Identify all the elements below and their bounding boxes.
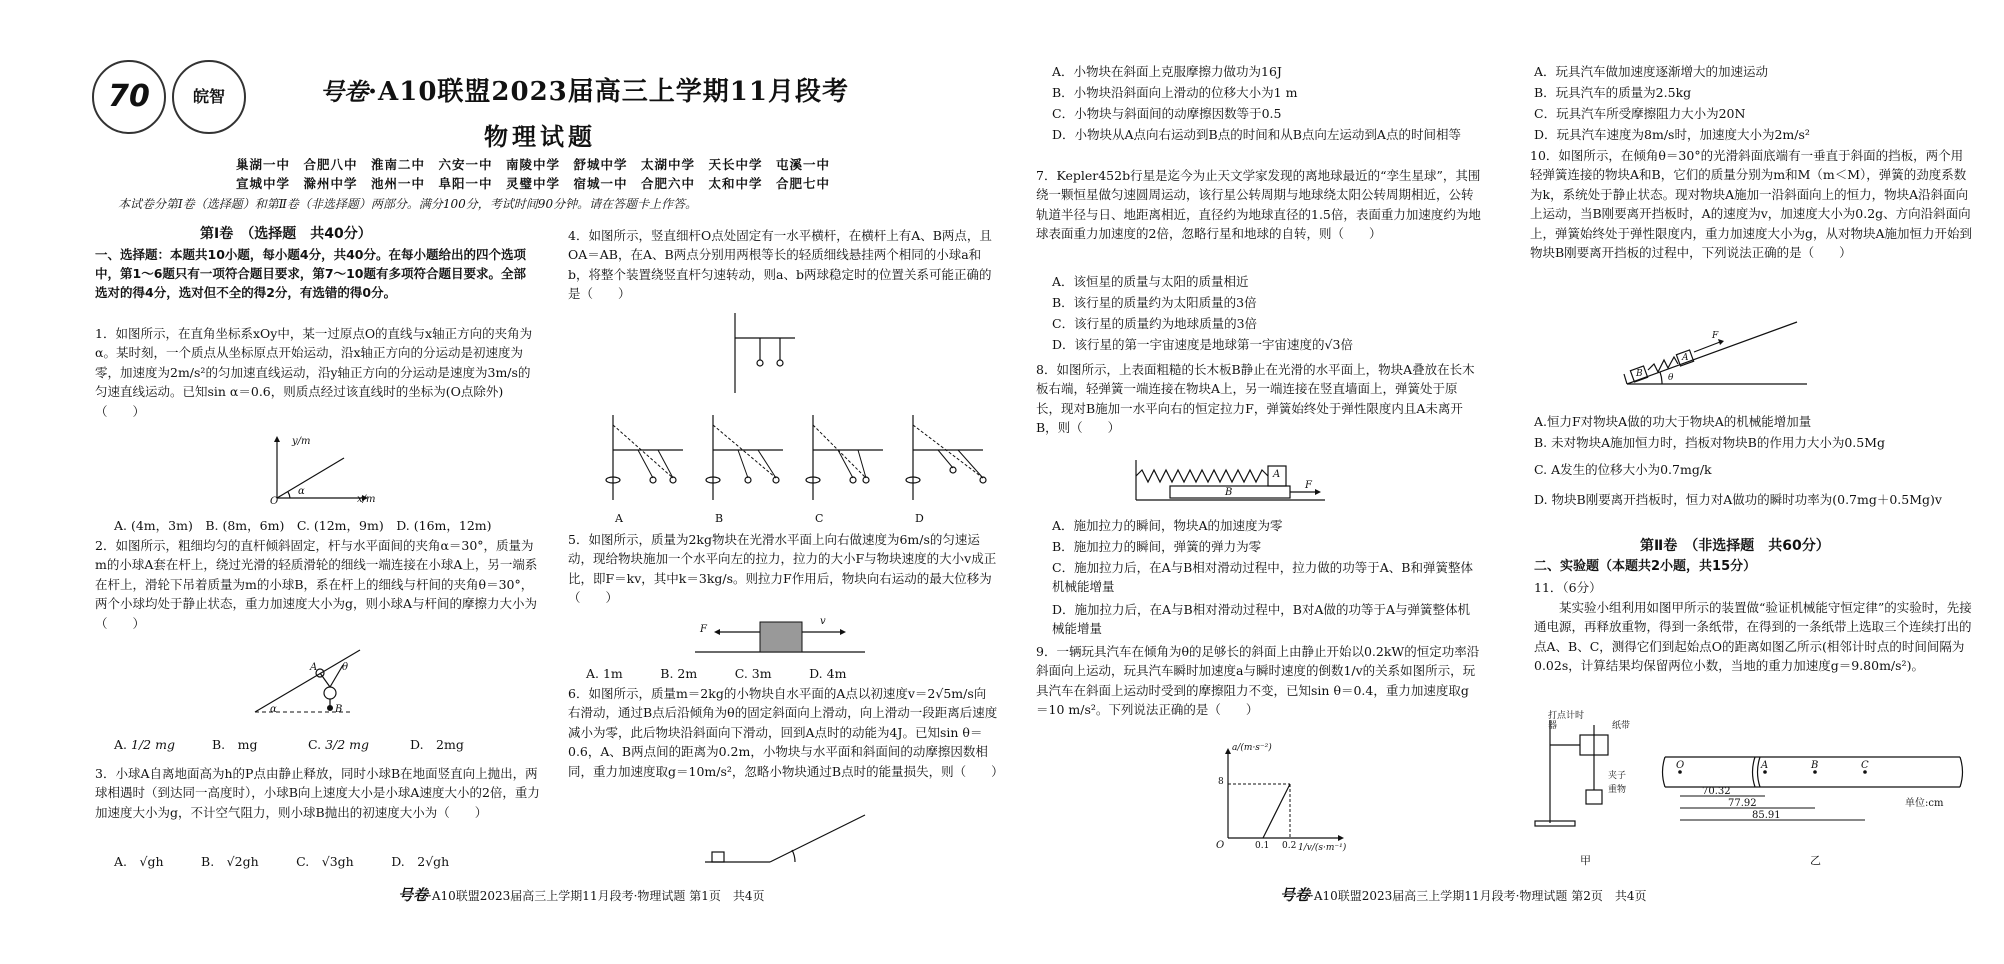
q5-velocity-label: v xyxy=(820,616,826,627)
q11-distance-ob: 77.92 xyxy=(1728,798,1757,809)
q6-option-d: D．小物块从A点向右运动到B点的时间和从B点向左运动到A点的时间相等 xyxy=(1052,127,1461,142)
q1-ylabel: y/m xyxy=(292,436,311,447)
q2-option-c: C. 3/2 mg xyxy=(308,737,370,752)
q2-label-b: B xyxy=(335,704,343,715)
school-seal-logo xyxy=(92,60,166,134)
alliance-logo-text: 皖智 xyxy=(192,87,225,106)
q5-block-figure xyxy=(690,618,870,660)
seal-number: 70 xyxy=(108,79,150,114)
q1-xlabel: x/m xyxy=(357,494,376,505)
q6-option-c: C．小物块与斜面间的动摩擦因数等于0.5 xyxy=(1052,106,1282,121)
question-1: 1．如图所示，在直角坐标系xOy中，某一过原点O的直线与x轴正方向的夹角为α。某时刻，一个质点从坐标原点开始运动，沿x轴正方向的分运动是初速度为零，加速度为2m/s²的匀加速直线运动，沿y轴正方向的分运动是速度为3m/s的匀速直线运动。已知sin α＝0.6，则质点经过该直线时的坐标为(O点除外)（ ） xyxy=(95,326,533,419)
title-text: ·A10联盟2023届高三上学期11月段考 xyxy=(368,77,849,107)
q2-option-b: B. mg xyxy=(212,737,258,752)
question-3: 3．小球A自离地面高为h的P点由静止释放，同时小球B在地面竖直向上抛出，两球相遇时（到达同一高度时），小球B向上速度大小是小球A速度大小的2倍，重力加速度大小为g，不计空气阻力，则小球B抛出的初速度大小为（ ） xyxy=(95,766,540,820)
q10-option-d: D. 物块B刚要离开挡板时，恒力对A做功的瞬时功率为(0.7mg＋0.5Mg)v xyxy=(1534,492,1942,507)
q11-number: 11．（6分） xyxy=(1534,580,1602,595)
q5-force-label: F xyxy=(700,624,707,635)
q3-options: A. √gh B. √2gh C. √3gh D. 2√gh xyxy=(114,854,450,869)
alliance-logo xyxy=(172,60,246,134)
q9-option-a: A．玩具汽车做加速度逐渐增大的加速运动 xyxy=(1534,64,1769,79)
q2-option-c-value: 3/2 mg xyxy=(325,737,370,752)
q8-option-b: B．施加拉力的瞬间，弹簧的弹力为零 xyxy=(1052,539,1262,554)
q8-label-b: B xyxy=(1225,487,1233,498)
question-4: 4．如图所示，竖直细杆O点处固定有一水平横杆，在横杆上有A、B两点，且OA＝AB，在A、B两点分别用两根等长的轻质细线悬挂两个相同的小球a和b，将整个装置绕竖直杆匀速转动，则a、b两球稳定时的位置关系可能正确的是（ ） xyxy=(568,228,992,302)
footer-page-1 xyxy=(398,884,764,907)
q10-option-b: B. 未对物块A施加恒力时，挡板对物块B的作用力大小为0.5Mg xyxy=(1534,435,1886,450)
q2-option-a-value: 1/2 mg xyxy=(131,737,175,752)
part2-title: 第Ⅱ卷 （非选择题 共60分） xyxy=(1640,538,1830,554)
q9-x02: 0.2 xyxy=(1282,841,1297,851)
exam-title xyxy=(320,72,849,112)
q2-option-d: D. 2mg xyxy=(410,737,464,752)
q11-unit: 单位:cm xyxy=(1905,798,1944,809)
q8-label-f: F xyxy=(1305,480,1312,491)
q4-label-b: B xyxy=(715,512,724,525)
q2-theta: θ xyxy=(342,662,349,673)
section2-title: 二、实验题（本题共2小题，共15分） xyxy=(1534,559,1757,574)
q10-option-c: C. A发生的位移大小为0.7mg/k xyxy=(1534,462,1712,477)
q1-coordinate-figure xyxy=(262,436,372,506)
q11-timer-label: 打点计时器 xyxy=(1548,711,1585,731)
q10-incline-figure xyxy=(1622,312,1812,392)
q4-option-figures xyxy=(598,410,998,510)
q10-label-a: A xyxy=(1682,353,1689,363)
schools-line-2: 宣城中学 滁州中学 池州一中 阜阳一中 灵璧中学 宿城一中 合肥六中 太和中学 合肥七中 xyxy=(236,176,831,191)
question-10: 10．如图所示，在倾角θ＝30°的光滑斜面底端有一垂直于斜面的挡板，两个用轻弹簧连接的物块A和B，它们的质量分别为m和M（m＜M），弹簧的劲度系数为k，系统处于静止状态。现对物块A施加一沿斜面向上的恒力，物块A沿斜面向上运动，当B刚要离开挡板时，A的速度为v，加速度大小为0.2g、方向沿斜面向上，弹簧始终处于弹性限度内，重力加速度大小为g，从对物块A施加恒力开始到物块B刚要离开挡板的过程中，下列说法正确的是（ ） xyxy=(1530,148,1973,260)
q9-x01: 0.1 xyxy=(1255,841,1270,851)
q9-option-c: C．玩具汽车所受摩擦阻力大小为20N xyxy=(1534,106,1746,121)
q10-theta: θ xyxy=(1668,373,1674,383)
q1-options: A. (4m，3m) B. (8m，6m) C. (12m，9m) D. (16m，12m) xyxy=(114,518,492,533)
subject-title: 物理试题 xyxy=(484,122,596,151)
q10-option-a: A.恒力F对物块A做的功大于物块A的机械能增加量 xyxy=(1534,414,1812,429)
footer-text-1: ·A10联盟2023届高三上学期11月段考·物理试题 第1页 共4页 xyxy=(428,889,765,903)
q6-option-a: A．小物块在斜面上克服摩擦力做功为16J xyxy=(1052,64,1282,79)
q1-origin: O xyxy=(270,496,279,507)
q2-incline-figure xyxy=(250,642,370,717)
q11-fig1-caption: 甲 xyxy=(1580,854,1591,867)
q2-alpha: α xyxy=(270,704,277,715)
q6-option-b: B．小物块沿斜面向上滑动的位移大小为1 m xyxy=(1052,85,1298,100)
q4-apparatus-figure xyxy=(720,308,810,398)
q4-label-a: A xyxy=(615,512,623,525)
q11-weight-label: 重物 xyxy=(1608,785,1627,795)
part1-title: 第Ⅰ卷 （选择题 共40分） xyxy=(200,226,372,242)
q10-label-b: B xyxy=(1636,369,1643,379)
q11-point-b: B xyxy=(1811,760,1819,771)
q9-ylabel: a/(m·s⁻²) xyxy=(1232,743,1272,753)
question-11: 某实验小组利用如图甲所示的装置做“验证机械能守恒定律”的实验时，先接通电源，再释放重物，得到一条纸带，在得到的一条纸带上选取三个连续打出的点A、B、C，测得它们到起始点O的距离如图乙所示(相邻计时点的时间间隔为0.02s，计算结果均保留两位小数，当地的重力加速度g＝9.80m/s²)。 xyxy=(1534,600,1972,674)
q11-distance-oc: 85.91 xyxy=(1752,810,1781,821)
question-5: 5．如图所示，质量为2kg物块在光滑水平面上向右做速度为6m/s的匀速运动，现给物块施加一个水平向左的拉力，拉力的大小F与物块速度的大小v成正比，即F＝kv，其中k＝3kg/s。则拉力F作用后，物块向右运动的最大位移为（ ） xyxy=(568,532,997,606)
question-7: 7．Kepler452b行星是迄今为止天文学家发现的离地球最近的“孪生星球”，其围绕一颗恒星做匀速圆周运动，该行星公转周期与地球绕太阳公转周期相近，公转轨道半径与日、地距离相近，直径约为地球直径的1.5倍，表面重力加速度约为地球表面重力加速度的2倍，忽略行星和地球的自转，则（ ） xyxy=(1036,168,1481,242)
question-9: 9．一辆玩具汽车在倾角为θ的足够长的斜面上由静止开始以0.2kW的恒定功率沿斜面向上运动，玩具汽车瞬时加速度a与瞬时速度的倒数1/v的关系如图所示，玩具汽车在斜面上运动时受到的摩擦阻力不变，已知sin θ＝0.4，重力加速度取g＝10 m/s²。下列说法正确的是（ ） xyxy=(1036,644,1480,718)
footer-brand-1: 号卷 xyxy=(398,886,429,904)
q9-origin: O xyxy=(1216,840,1225,851)
q7-option-a: A．该恒星的质量与太阳的质量相近 xyxy=(1052,274,1249,289)
q4-label-d: D xyxy=(915,512,924,525)
question-6: 6．如图所示，质量m＝2kg的小物块自水平面的A点以初速度v＝2√5m/s向右滑动，通过B点后沿倾角为θ的固定斜面向上滑动，向上滑动一段距离后速度减小为零，此后物块沿斜面向下滑动，回到A点时的动能为4J。已知sin θ＝0.6，A、B两点间的距离为0.2m，小物块与水平面和斜面间的动摩擦因数相同，重力加速度取g＝10m/s²，忽略小物块通过B点时的能量损失，则（ ） xyxy=(568,686,1004,779)
q11-point-o: O xyxy=(1676,760,1685,771)
q11-distance-oa: 70.32 xyxy=(1702,786,1731,797)
q9-option-d: D．玩具汽车速度为8m/s时，加速度大小为2m/s² xyxy=(1534,127,1810,142)
q8-option-a: A．施加拉力的瞬间，物块A的加速度为零 xyxy=(1052,518,1283,533)
q8-option-d: D．施加拉力后，在A与B相对滑动过程中，B对A做的功等于A与弹簧整体机械能增量 xyxy=(1052,602,1470,637)
q11-clip-label: 夹子 xyxy=(1608,771,1627,781)
brand-mark: 号卷 xyxy=(320,77,368,106)
q9-xlabel: 1/v/(s·m⁻¹) xyxy=(1298,843,1347,853)
q11-fig2-caption: 乙 xyxy=(1810,854,1821,867)
q9-option-b: B．玩具汽车的质量为2.5kg xyxy=(1534,85,1692,100)
footer-text-2: ·A10联盟2023届高三上学期11月段考·物理试题 第2页 共4页 xyxy=(1310,889,1647,903)
footer-brand-2: 号卷 xyxy=(1280,886,1311,904)
q2-option-a: A. 1/2 mg xyxy=(114,737,175,752)
q9-y8: 8 xyxy=(1218,777,1224,787)
q11-apparatus-figure xyxy=(1530,715,1650,830)
schools-line-1: 巢湖一中 合肥八中 淮南二中 六安一中 南陵中学 舒城中学 太湖中学 天长中学 屯溪一中 xyxy=(236,157,831,172)
footer-page-2 xyxy=(1280,884,1646,907)
q6-incline-figure xyxy=(700,810,870,870)
q1-alpha: α xyxy=(298,486,305,497)
q7-option-d: D．该行星的第一宇宙速度是地球第一宇宙速度的√3倍 xyxy=(1052,337,1353,352)
q2-label-a: A xyxy=(310,662,318,673)
exam-note: 本试卷分第Ⅰ卷（选择题）和第Ⅱ卷（非选择题）两部分。满分100分，考试时间90分钟。请在答题卡上作答。 xyxy=(118,197,698,211)
q4-label-c: C xyxy=(815,512,824,525)
q11-tape-label: 纸带 xyxy=(1612,721,1631,731)
q8-label-a: A xyxy=(1273,469,1281,480)
q8-option-c: C．施加拉力后，在A与B相对滑动过程中，拉力做的功等于A、B和弹簧整体机械能增量 xyxy=(1052,560,1473,595)
section1-instructions: 一、选择题：本题共10小题，每小题4分，共40分。在每小题给出的四个选项中，第1～6题只有一项符合题目要求，第7～10题有多项符合题目要求。全部选对的得4分，选对但不全的得2分，有选错的得0分。 xyxy=(95,247,526,300)
q9-graph xyxy=(1218,748,1358,848)
q5-options: A. 1m B. 2m C. 3m D. 4m xyxy=(586,666,847,681)
q11-point-a: A xyxy=(1761,760,1769,771)
q11-point-c: C xyxy=(1861,760,1869,771)
q7-option-b: B．该行星的质量约为太阳质量的3倍 xyxy=(1052,295,1257,310)
question-2: 2．如图所示，粗细均匀的直杆倾斜固定，杆与水平面间的夹角α＝30°，质量为m的小球A套在杆上，绕过光滑的轻质滑轮的细线一端连接在小球A上，另一端系在杆上，滑轮下吊着质量为m的小球B，系在杆上的细线与杆间的夹角θ＝30°，两个小球均处于静止状态，重力加速度大小为g，则小球A与杆间的摩擦力大小为（ ） xyxy=(95,538,538,631)
q10-label-f: F xyxy=(1712,331,1719,341)
q7-option-c: C．该行星的质量约为地球质量的3倍 xyxy=(1052,316,1258,331)
question-8: 8．如图所示，上表面粗糙的长木板B静止在光滑的水平面上，物块A叠放在长木板右端，轻弹簧一端连接在物块A上，另一端连接在竖直墙面上，弹簧处于原长，现对B施加一水平向右的恒定拉力F，弹簧始终处于弹性限度内且A未离开B，则（ ） xyxy=(1036,362,1475,436)
